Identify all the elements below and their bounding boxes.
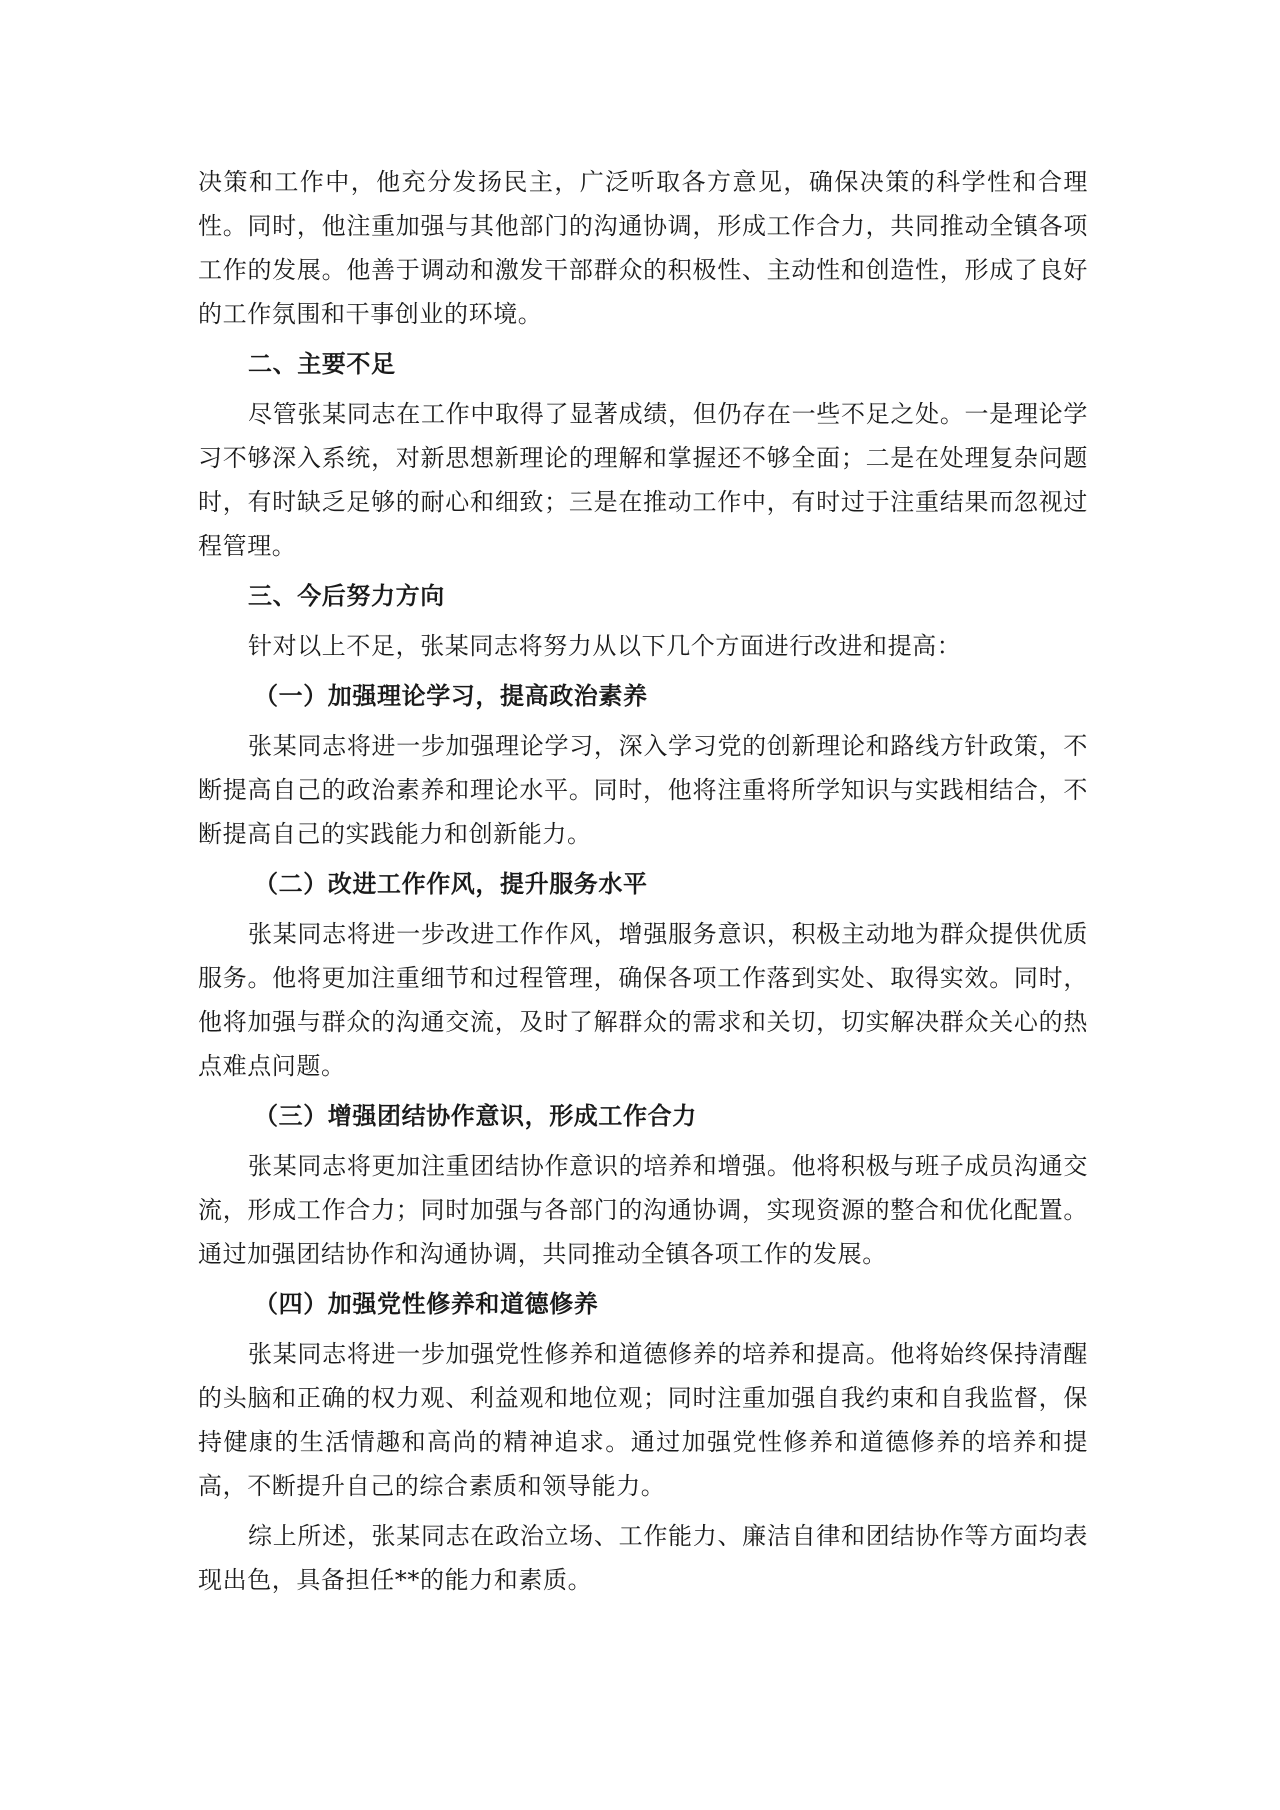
subheading-teamwork: （三）增强团结协作意识，形成工作合力 <box>254 1101 697 1130</box>
subheading-work-style: （二）改进工作作风，提升服务水平 <box>254 869 648 898</box>
subheading-party-cultivation: （四）加强党性修养和道德修养 <box>254 1289 599 1318</box>
paragraph-teamwork: 张某同志将更加注重团结协作意识的培养和增强。他将积极与班子成员沟通交流，形成工作合力；同时加强与各部门的沟通协调，实现资源的整合和优化配置。通过加强团结协作和沟通协调，共同推动全镇各项工作的发展。 <box>198 1152 1088 1268</box>
subheading-theory-study: （一）加强理论学习，提高政治素养 <box>254 681 648 710</box>
paragraph-work-style: 张某同志将进一步改进工作作风，增强服务意识，积极主动地为群众提供优质服务。他将更加注重细节和过程管理，确保各项工作落到实处、取得实效。同时，他将加强与群众的沟通交流，及时了解群众的需求和关切，切实解决群众关心的热点难点问题。 <box>198 920 1088 1080</box>
paragraph-continuation: 决策和工作中，他充分发扬民主，广泛听取各方意见，确保决策的科学性和合理性。同时，他注重加强与其他部门的沟通协调，形成工作合力，共同推动全镇各项工作的发展。他善于调动和激发干部群众的积极性、主动性和创造性，形成了良好的工作氛围和干事创业的环境。 <box>198 168 1088 328</box>
paragraph-intro-improvements: 针对以上不足，张某同志将努力从以下几个方面进行改进和提高： <box>248 632 962 660</box>
paragraph-theory-study: 张某同志将进一步加强理论学习，深入学习党的创新理论和路线方针政策，不断提高自己的政治素养和理论水平。同时，他将注重将所学知识与实践相结合，不断提高自己的实践能力和创新能力。 <box>198 732 1088 848</box>
paragraph-shortcomings: 尽管张某同志在工作中取得了显著成绩，但仍存在一些不足之处。一是理论学习不够深入系统，对新思想新理论的理解和掌握还不够全面；二是在处理复杂问题时，有时缺乏足够的耐心和细致；三是在推动工作中，有时过于注重结果而忽视过程管理。 <box>198 400 1088 560</box>
section-heading-shortcomings: 二、主要不足 <box>248 349 396 378</box>
paragraph-party-cultivation: 张某同志将进一步加强党性修养和道德修养的培养和提高。他将始终保持清醒的头脑和正确的权力观、利益观和地位观；同时注重加强自我约束和自我监督，保持健康的生活情趣和高尚的精神追求。通过加强党性修养和道德修养的培养和提高，不断提升自己的综合素质和领导能力。 <box>198 1340 1088 1500</box>
section-heading-future-direction: 三、今后努力方向 <box>248 581 445 610</box>
document-body <box>198 160 1088 1608</box>
paragraph-conclusion: 综上所述，张某同志在政治立场、工作能力、廉洁自律和团结协作等方面均表现出色，具备担任**的能力和素质。 <box>198 1522 1088 1594</box>
